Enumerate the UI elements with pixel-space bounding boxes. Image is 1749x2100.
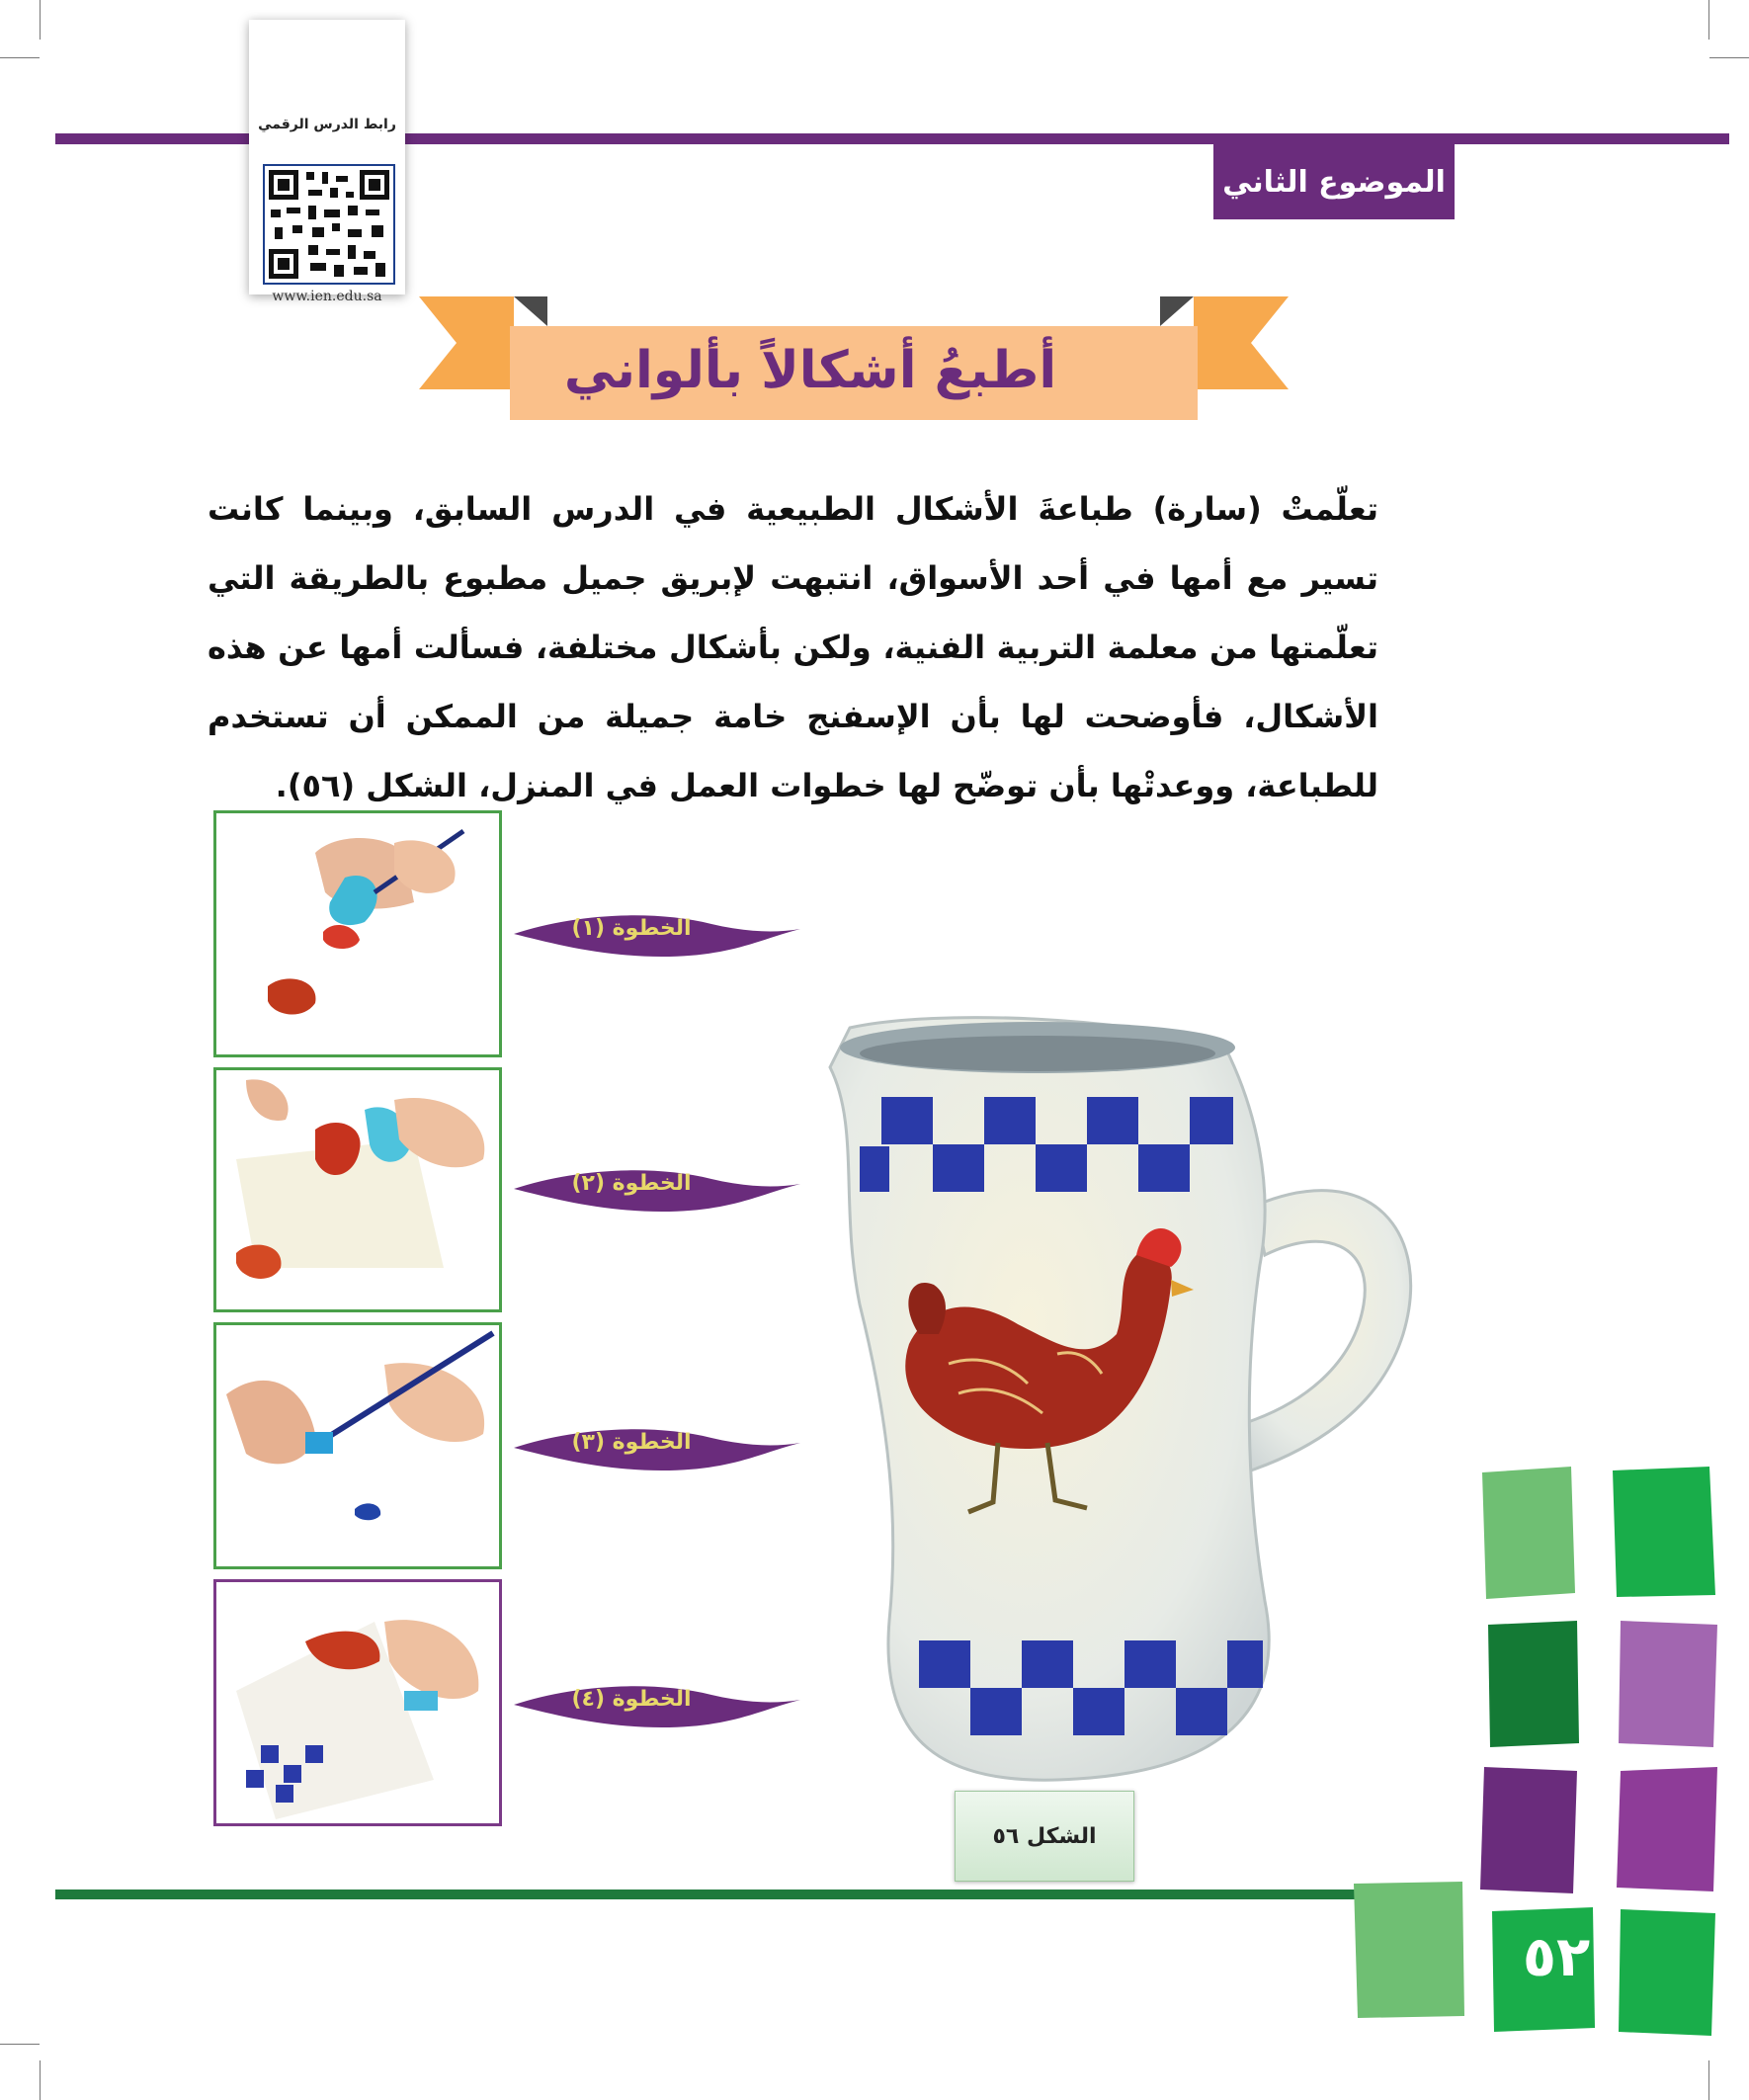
step-2-photo xyxy=(213,1067,502,1312)
bottom-rule xyxy=(55,1890,1360,1899)
step-4-ribbon xyxy=(514,1680,800,1729)
sponge-paint-blue-photo xyxy=(216,1325,499,1566)
topic-tab: الموضوع الثاني xyxy=(1213,144,1455,219)
step-2-ribbon xyxy=(514,1164,800,1214)
page-number: ٥٢ xyxy=(1522,1924,1591,1989)
crop-mark xyxy=(40,0,41,40)
step-1-ribbon xyxy=(514,909,800,959)
step-4-photo xyxy=(213,1579,502,1826)
step-4-label: الخطوة (٤) xyxy=(571,1687,692,1712)
step-3-ribbon xyxy=(514,1423,800,1472)
qr-code[interactable] xyxy=(263,164,395,285)
step-3-photo xyxy=(213,1322,502,1569)
crop-mark xyxy=(1708,0,1709,40)
step-3-label: الخطوة (٣) xyxy=(571,1430,692,1455)
sponge-print-photo xyxy=(216,1070,499,1309)
step-1-photo xyxy=(213,810,502,1057)
crop-mark xyxy=(1709,57,1749,58)
qr-title: رابط الدرس الرقمي xyxy=(258,117,396,132)
qr-card[interactable] xyxy=(249,20,405,304)
step-1-label: الخطوة (١) xyxy=(571,916,692,941)
sponge-cut-photo xyxy=(216,813,499,1054)
jug-printing-photo xyxy=(216,1582,499,1823)
crop-mark xyxy=(40,2060,41,2100)
lesson-title: أطبعُ أشكالاً بألواني xyxy=(563,341,1057,400)
intro-paragraph: تعلّمتْ (سارة) طباعةَ الأشكال الطبيعية في الدرس السابق، وبينما كانت تسير مع أمها في أحد الأسواق، انتبهت لإبريق جميل مطبوع بالطريقة التي تعلّمتها من معلمة التربية الفنية، ولكن بأشكال مختلفة، فسألت أمها عن هذه الأشكال، فأوضحت لها بأن الإسفنج خامة جميلة من الممكن أن تستخدم للطباعة، ووعدتْها بأن توضّح لها خطوات العمل في المنزل، الشكل (٥٦). xyxy=(208,490,1378,804)
step-2-label: الخطوة (٢) xyxy=(571,1171,692,1196)
figure-caption: الشكل ٥٦ xyxy=(955,1791,1134,1882)
crop-mark xyxy=(0,57,40,58)
qr-pattern xyxy=(265,166,393,283)
qr-url[interactable]: www.ien.edu.sa xyxy=(272,289,382,304)
crop-mark xyxy=(0,2044,40,2045)
